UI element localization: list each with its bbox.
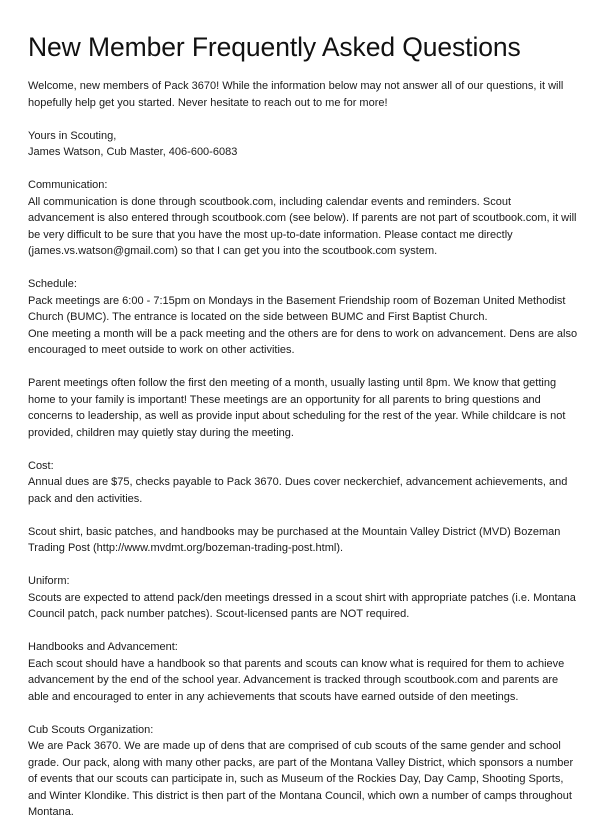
text-line: Annual dues are $75, checks payable to Pack 3670. Dues cover neckerchief, advancement achievements, and [28,476,568,488]
text-line: Pack meetings are 6:00 - 7:15pm on Mondays in the Basement Friendship room of Bozeman United Methodist [28,294,566,307]
text-line: hopefully help get you started. Never hesitate to reach out to me for more! [28,96,388,109]
text-line: concerns to leadership, as well as provide input about scheduling for the rest of the year. While childcare is not [28,410,566,422]
text-line: advancement by the end of the school year. Advancement is tracked through scoutbook.com and parents are [28,674,559,686]
text-line: of events that our scouts can participate in, such as Museum of the Rockies Day, Day Camp, Shooting Sports, [28,773,564,785]
section-heading: Cub Scouts Organization: [28,723,154,736]
text-line: home to your family is important! These meetings are an opportunity for all parents to bring questions and [28,393,541,406]
text-line: James Watson, Cub Master, 406-600-6083 [28,146,238,158]
text-line: Council patch, pack number patches). Scout-licensed pants are NOT required. [28,608,410,620]
section-heading: Cost: [28,459,54,472]
text-line: Church (BUMC). The entrance is located on the side between BUMC and First Baptist Church. [28,311,488,323]
text-line: One meeting a month will be a pack meeting and the others are for dens to work on advancement. Dens are also [28,327,578,340]
text-line: Welcome, new members of Pack 3670! While the information below may not answer all of our questions, it will [28,80,564,92]
text-line: grade. Our pack, along with many other packs, are part of the Montana Valley District, which sponsors a number [28,756,574,769]
text-line: Yours in Scouting, [28,129,117,142]
section-heading: Uniform: [28,575,70,587]
section-heading: Handbooks and Advancement: [28,641,178,653]
communication-section [28,177,584,260]
cost-section [28,458,584,557]
handbooks-section [28,639,584,705]
text-line: able and encouraged to enter in any achievements that scouts have earned outside of den meetings. [28,690,519,703]
text-line: advancement is also entered through scoutbook.com (see below). If parents are not part of scoutbook.com, it will [28,212,577,224]
intro-paragraph [28,78,584,111]
text-line: We are Pack 3670. We are made up of dens that are comprised of cub scouts of the same gender and school [28,740,561,752]
text-line: Trading Post (http://www.mvdmt.org/bozeman-trading-post.html). [28,542,344,554]
page-title: New Member Frequently Asked Questions [28,32,521,62]
text-line: Montana. [28,806,74,818]
document-page [28,30,584,821]
section-heading: Communication: [28,179,108,191]
organization-section [28,722,584,821]
text-line: Scout shirt, basic patches, and handbooks may be purchased at the Mountain Valley District (MVD) Bozeman [28,525,561,538]
signature-block [28,128,584,161]
uniform-section [28,573,584,623]
text-line: (james.vs.watson@gmail.com) so that I can get you into the scoutbook.com system. [28,245,438,257]
section-heading: Schedule: [28,278,77,290]
text-line: be very difficult to be sure that you have the most up-to-date information. Please contact me directly [28,228,513,241]
schedule-section [28,276,584,441]
text-line: provided, children may quietly stay during the meeting. [28,426,294,439]
text-line: pack and den activities. [28,492,143,505]
text-line: Parent meetings often follow the first den meeting of a month, usually lasting until 8pm. We know that getting [28,377,557,389]
text-line: Each scout should have a handbook so that parents and scouts can know what is required for them to achieve [28,657,565,670]
text-line: and Winter Klondike. This district is then part of the Montana Council, which own a number of camps throughout [28,789,572,802]
text-line: encouraged to meet outside to work on other activities. [28,344,295,356]
text-line: Scouts are expected to attend pack/den meetings dressed in a scout shirt with appropriate patches (i.e. Montana [28,591,576,604]
text-line: All communication is done through scoutbook.com, including calendar events and reminders. Scout [28,195,512,208]
